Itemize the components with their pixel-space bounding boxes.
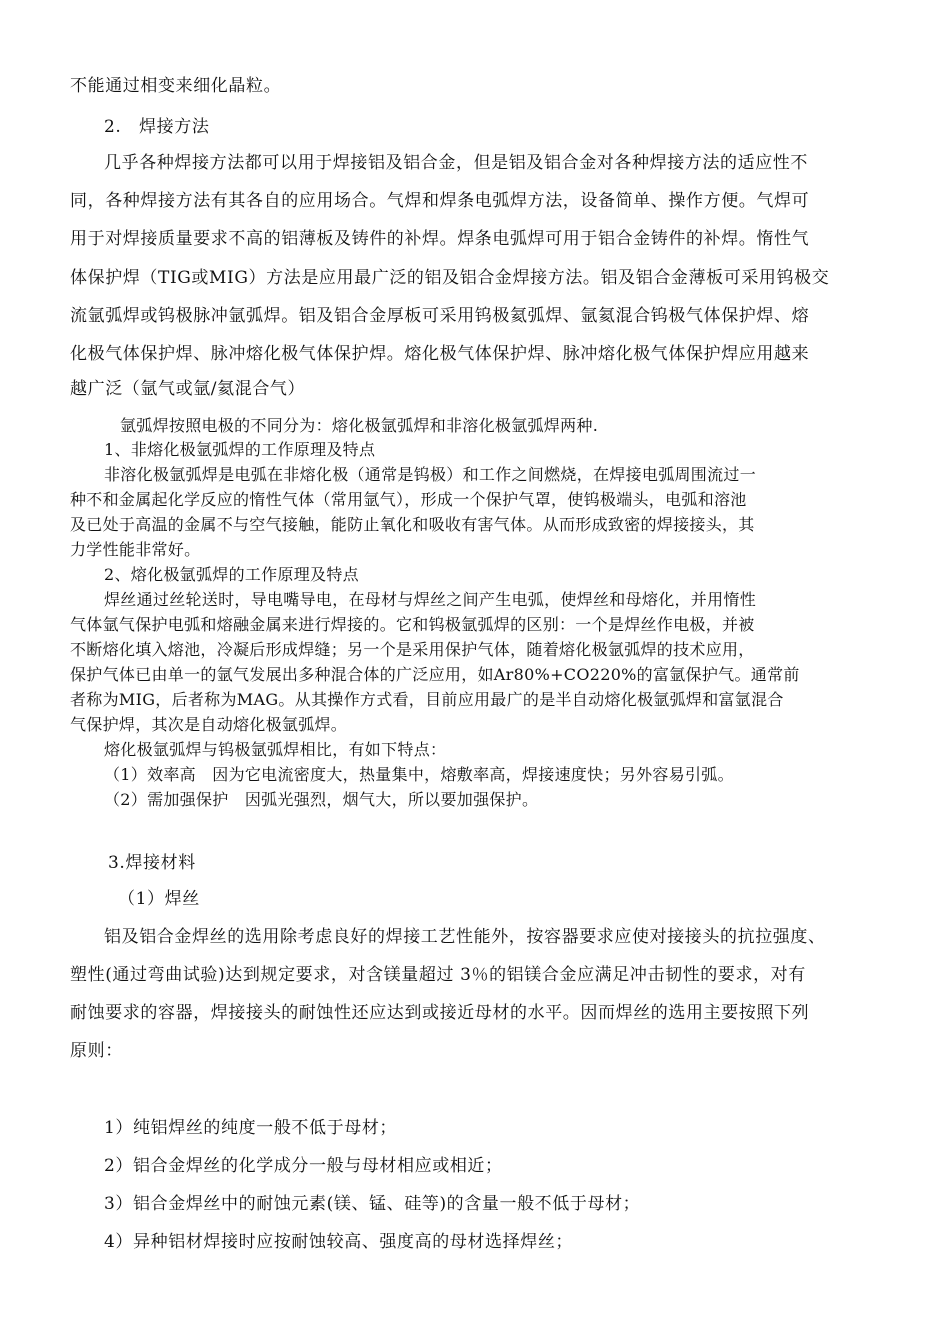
paragraph-line: 几乎各种焊接方法都可以用于焊接铝及铝合金，但是铝及铝合金对各种焊接方法的适应性不 xyxy=(104,153,808,173)
paragraph-line: 焊丝通过丝轮送时，导电嘴导电，在母材与焊丝之间产生电弧，使焊丝和母熔化，并用惰性 xyxy=(104,590,757,609)
paragraph-line: 及已处于高温的金属不与空气接触，能防止氧化和吸收有害气体。从而形成致密的焊接接头，其 xyxy=(70,515,755,534)
paragraph-line: 越广泛（氩气或氩/氦混合气） xyxy=(70,379,306,399)
paragraph-line: 力学性能非常好。 xyxy=(70,540,201,559)
subsection-heading-filler-wire: （1）焊丝 xyxy=(118,889,200,909)
paragraph-line: 不断熔化填入熔池，冷凝后形成焊缝；另一个是采用保护气体，随着熔化极氩弧焊的技术应用， xyxy=(70,640,755,659)
paragraph-line: 气体氩气保护电弧和熔融金属来进行焊接的。它和钨极氩弧焊的区别：一个是焊丝作电极，并被 xyxy=(70,615,755,634)
paragraph-line: 同，各种焊接方法有其各自的应用场合。气焊和焊条电弧焊方法，设备简单、操作方便。气焊可 xyxy=(70,191,810,211)
paragraph-line: 不能通过相变来细化晶粒。 xyxy=(70,76,282,96)
paragraph-line: 种不和金属起化学反应的惰性气体（常用氩气），形成一个保护气罩，使钨极端头，电弧和溶池 xyxy=(70,490,747,509)
paragraph-line: 耐蚀要求的容器，焊接接头的耐蚀性还应达到或接近母材的水平。因而焊丝的选用主要按照下列 xyxy=(70,1003,810,1023)
paragraph-line: 铝及铝合金焊丝的选用除考虑良好的焊接工艺性能外，按容器要求应使对接接头的抗拉强度、 xyxy=(104,927,826,947)
paragraph-line: 者称为MIG，后者称为MAG。从其操作方式看，目前应用最广的是半自动熔化极氩弧焊和富氩混合 xyxy=(70,690,784,709)
principle-item: 1）纯铝焊丝的纯度一般不低于母材； xyxy=(104,1118,398,1138)
paragraph-line: 体保护焊（TIG或MIG）方法是应用最广泛的铝及铝合金焊接方法。铝及铝合金薄板可采用钨极交 xyxy=(70,268,830,288)
paragraph-line: 流氩弧焊或钨极脉冲氩弧焊。铝及铝合金厚板可采用钨极氦弧焊、氩氦混合钨极气体保护焊、熔 xyxy=(70,306,810,326)
principle-item: 4）异种铝材焊接时应按耐蚀较高、强度高的母材选择焊丝； xyxy=(104,1232,574,1252)
paragraph-line: 非溶化极氩弧焊是电弧在非熔化极（通常是钨极）和工作之间燃烧，在焊接电弧周围流过一 xyxy=(104,465,757,484)
paragraph-line: 用于对焊接质量要求不高的铝薄板及铸件的补焊。焊条电弧焊可用于铝合金铸件的补焊。惰性气 xyxy=(70,229,810,249)
paragraph-line: 熔化极氩弧焊与钨极氩弧焊相比，有如下特点： xyxy=(104,740,447,759)
feature-item: （1）效率高 因为它电流密度大，热量集中，熔敷率高，焊接速度快；另外容易引弧。 xyxy=(104,765,734,784)
paragraph-line: 原则： xyxy=(70,1041,123,1061)
principle-item: 2）铝合金焊丝的化学成分一般与母材相应或相近； xyxy=(104,1156,503,1176)
principle-item: 3）铝合金焊丝中的耐蚀元素(镁、锰、硅等)的含量一般不低于母材； xyxy=(104,1194,641,1214)
section-heading-welding-materials: 3.焊接材料 xyxy=(108,853,196,873)
feature-item: （2）需加强保护 因弧光强烈，烟气大，所以要加强保护。 xyxy=(104,790,539,809)
paragraph-line: 化极气体保护焊、脉冲熔化极气体保护焊。熔化极气体保护焊、脉冲熔化极气体保护焊应用越来 xyxy=(70,344,810,364)
subsection-heading-non-consumable: 1、非熔化极氩弧焊的工作原理及特点 xyxy=(104,440,376,459)
subsection-heading-consumable: 2、熔化极氩弧焊的工作原理及特点 xyxy=(104,565,359,584)
paragraph-line: 气保护焊，其次是自动熔化极氩弧焊。 xyxy=(70,715,348,734)
section-heading-welding-methods: 2. 焊接方法 xyxy=(104,117,210,137)
paragraph-line: 塑性(通过弯曲试验)达到规定要求，对含镁量超过 3％的铝镁合金应满足冲击韧性的要求，对有 xyxy=(70,965,806,985)
paragraph-line: 氩弧焊按照电极的不同分为：熔化极氩弧焊和非溶化极氩弧焊两种. xyxy=(120,416,599,435)
paragraph-line: 保护气体已由单一的氩气发展出多种混合体的广泛应用，如Ar80%+CO220%的富氩保护气。通常前 xyxy=(70,665,800,684)
